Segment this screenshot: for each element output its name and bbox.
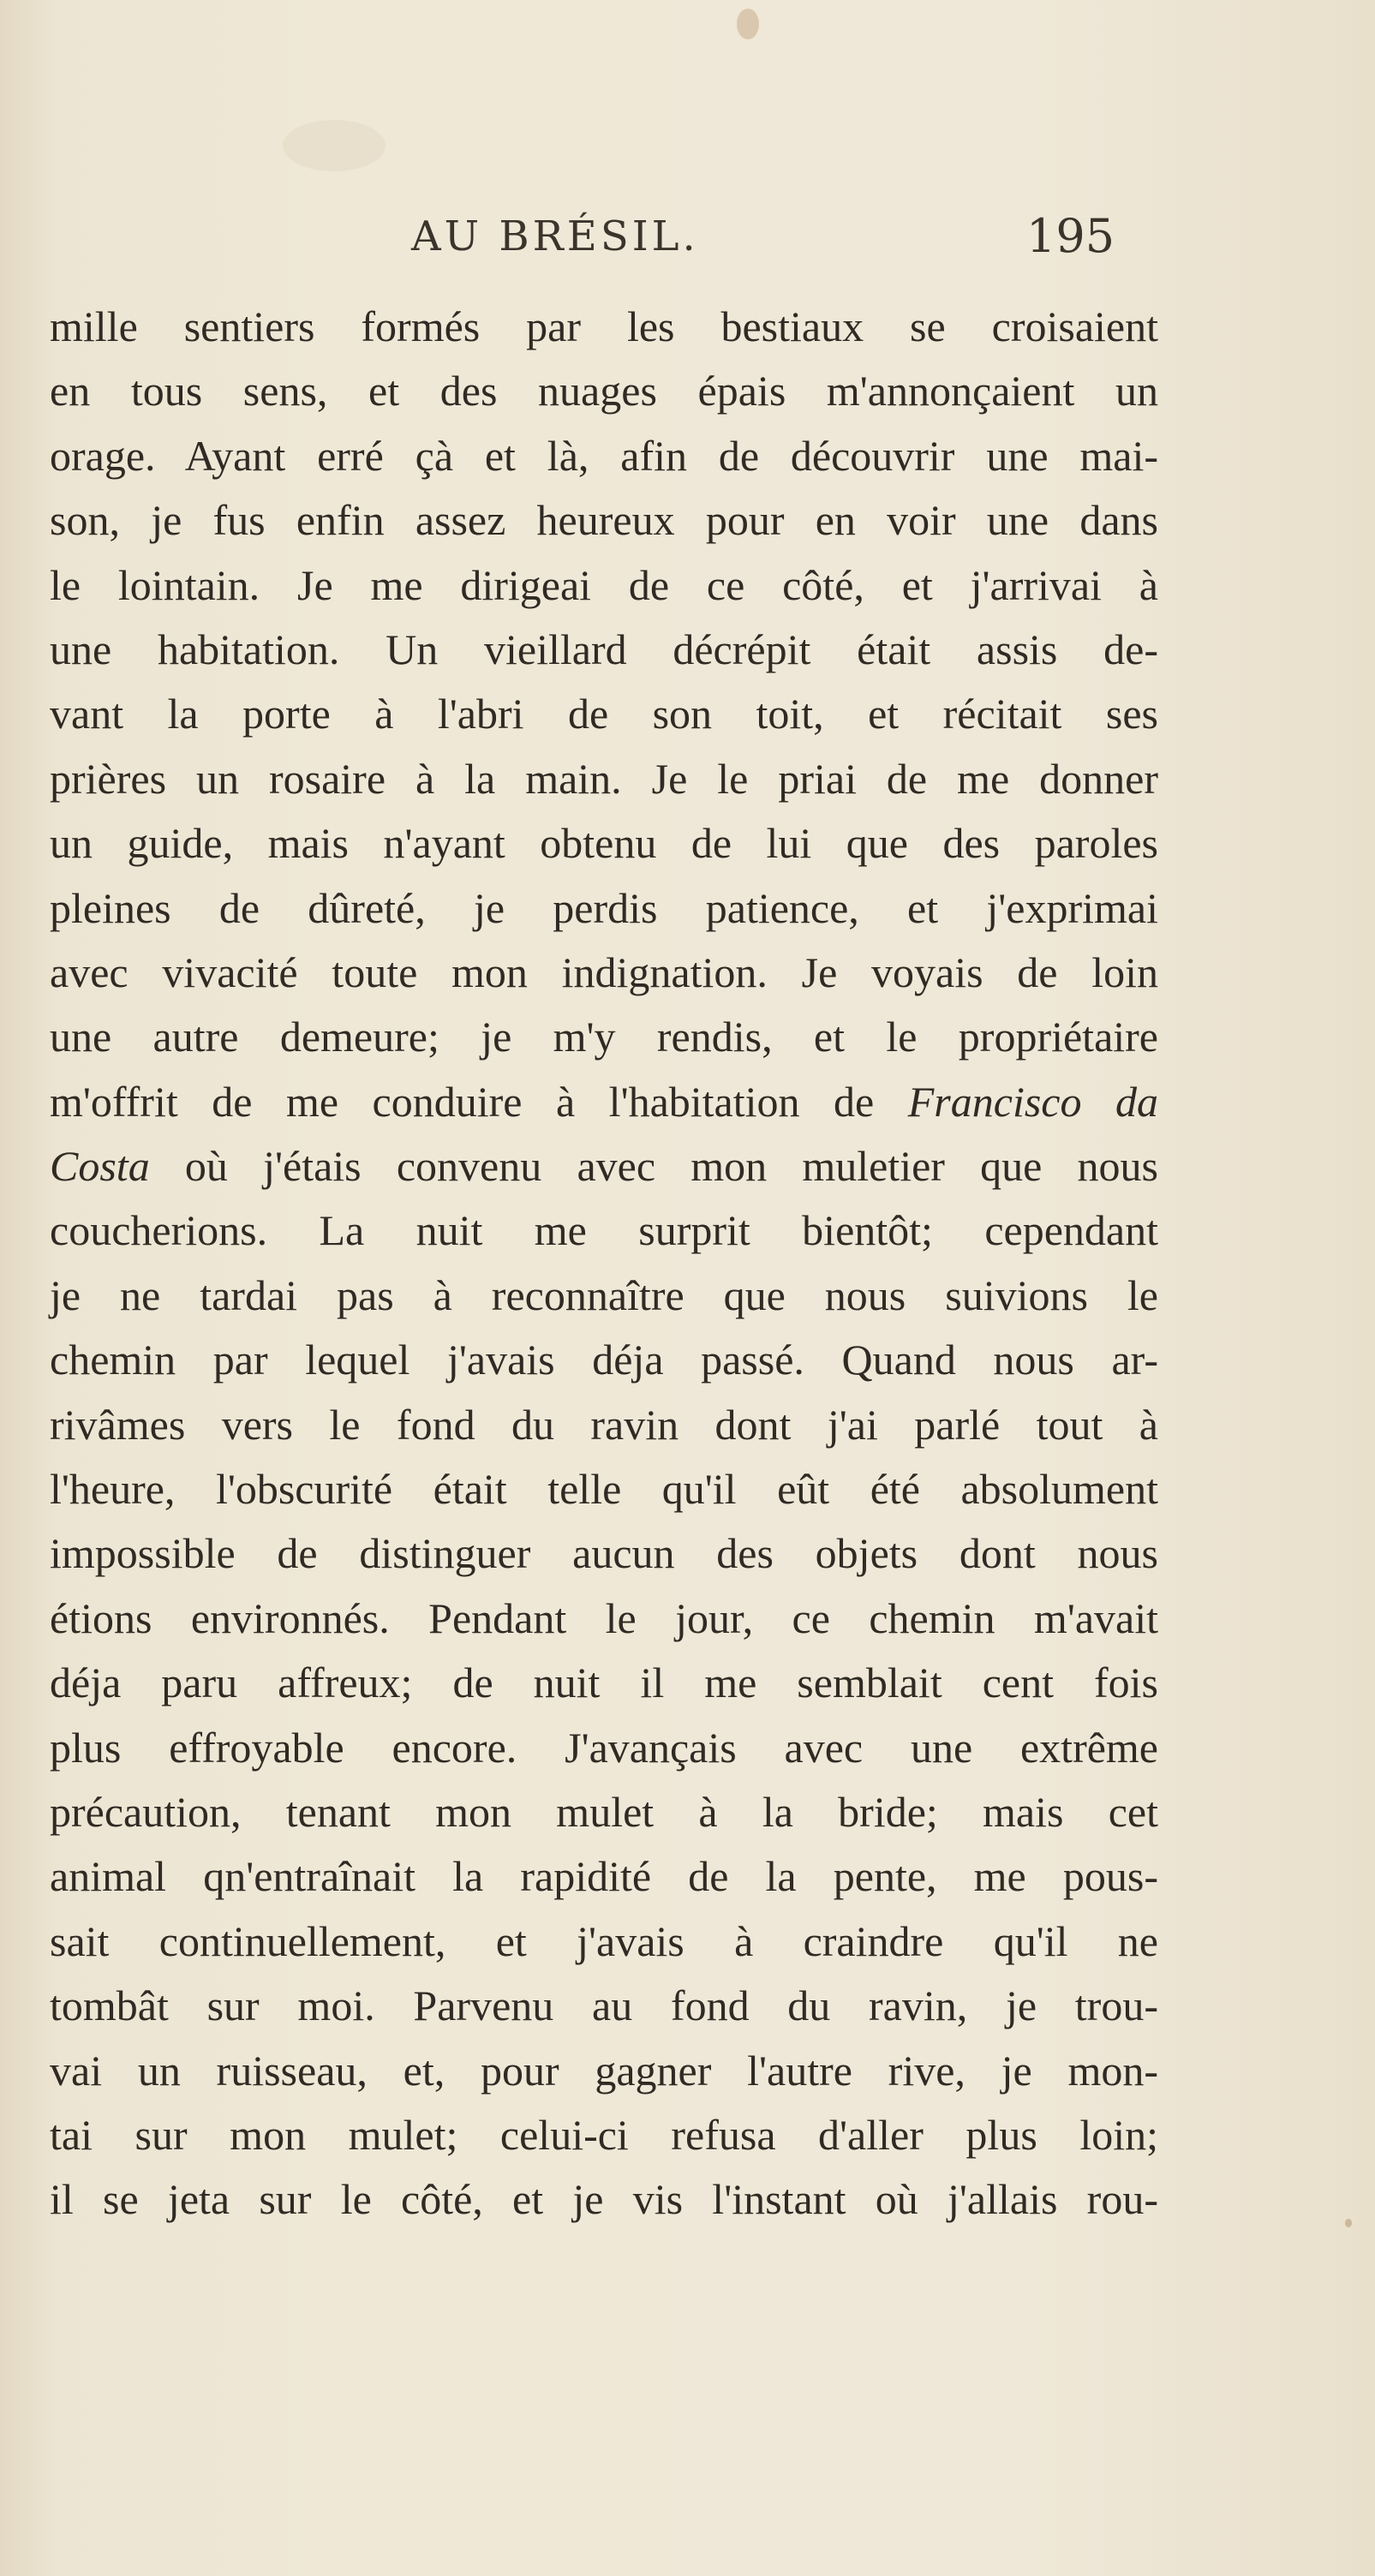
text-line: pleines de dûreté, je perdis patience, et j'exprimai	[50, 883, 1158, 932]
text-line: étions environnés. Pendant le jour, ce chemin m'avait	[50, 1593, 1158, 1642]
text-line: Costa où j'étais convenu avec mon muletier que nous	[50, 1142, 1158, 1191]
text-line: son, je fus enfin assez heureux pour en voir une dans	[50, 496, 1158, 545]
text-line: mille sentiers formés par les bestiaux se croisaient	[50, 302, 1158, 350]
text-line: coucherions. La nuit me surprit bientôt; cependant	[50, 1206, 1158, 1255]
text-line: animal qn'entraînait la rapidité de la pente, me pous-	[50, 1852, 1158, 1901]
text-line: un guide, mais n'ayant obtenu de lui que des paroles	[50, 819, 1158, 868]
text-line: en tous sens, et des nuages épais m'annonçaient un	[50, 367, 1158, 415]
text-line: rivâmes vers le fond du ravin dont j'ai parlé tout à	[50, 1400, 1158, 1449]
text-line: m'offrit de me conduire à l'habitation de Francisco da	[50, 1077, 1159, 1126]
text-line: le lointain. Je me dirigeai de ce côté, et j'arrivai à	[50, 560, 1158, 609]
italic-name: Francisco da	[907, 1077, 1159, 1126]
text-line: l'heure, l'obscurité était telle qu'il eût été absolument	[50, 1465, 1158, 1514]
text-line: sait continuellement, et j'avais à craindre qu'il ne	[50, 1916, 1158, 1965]
text-line: chemin par lequel j'avais déja passé. Quand nous ar-	[50, 1336, 1158, 1384]
paper-stain	[1345, 2219, 1352, 2227]
text-line: vant la porte à l'abri de son toit, et récitait ses	[50, 690, 1158, 738]
paper-stain	[283, 120, 386, 171]
page-number: 195	[1026, 209, 1115, 263]
text-line: il se jeta sur le côté, et je vis l'instant où j'allais rou-	[50, 2175, 1158, 2224]
text-line: précaution, tenant mon mulet à la bride; mais cet	[50, 1787, 1158, 1836]
text-line: prières un rosaire à la main. Je le priai de me donner	[50, 754, 1158, 803]
text-line: une autre demeure; je m'y rendis, et le propriétaire	[50, 1013, 1158, 1061]
paper-stain	[737, 9, 759, 39]
text-line: plus effroyable encore. J'avançais avec une extrême	[50, 1723, 1158, 1772]
text-line: avec vivacité toute mon indignation. Je voyais de loin	[50, 947, 1158, 996]
text-line: tombât sur moi. Parvenu au fond du ravin, je trou-	[50, 1981, 1158, 2030]
running-title: AU BRÉSIL.	[411, 212, 699, 260]
italic-name: Costa	[50, 1142, 150, 1191]
text-line: tai sur mon mulet; celui-ci refusa d'aller plus loin;	[50, 2110, 1158, 2159]
text-line: une habitation. Un vieillard décrépit était assis de-	[50, 625, 1158, 673]
text-line: orage. Ayant erré çà et là, afin de découvrir une mai-	[50, 431, 1158, 480]
text-line: déja paru affreux; de nuit il me semblait cent fois	[50, 1659, 1158, 1707]
text-line: impossible de distinguer aucun des objets dont nous	[50, 1529, 1158, 1578]
body-text	[50, 295, 1158, 2232]
text-line: je ne tardai pas à reconnaître que nous suivions le	[50, 1270, 1158, 1319]
running-head	[0, 209, 1375, 281]
text-line: vai un ruisseau, et, pour gagner l'autre rive, je mon-	[50, 2046, 1158, 2095]
